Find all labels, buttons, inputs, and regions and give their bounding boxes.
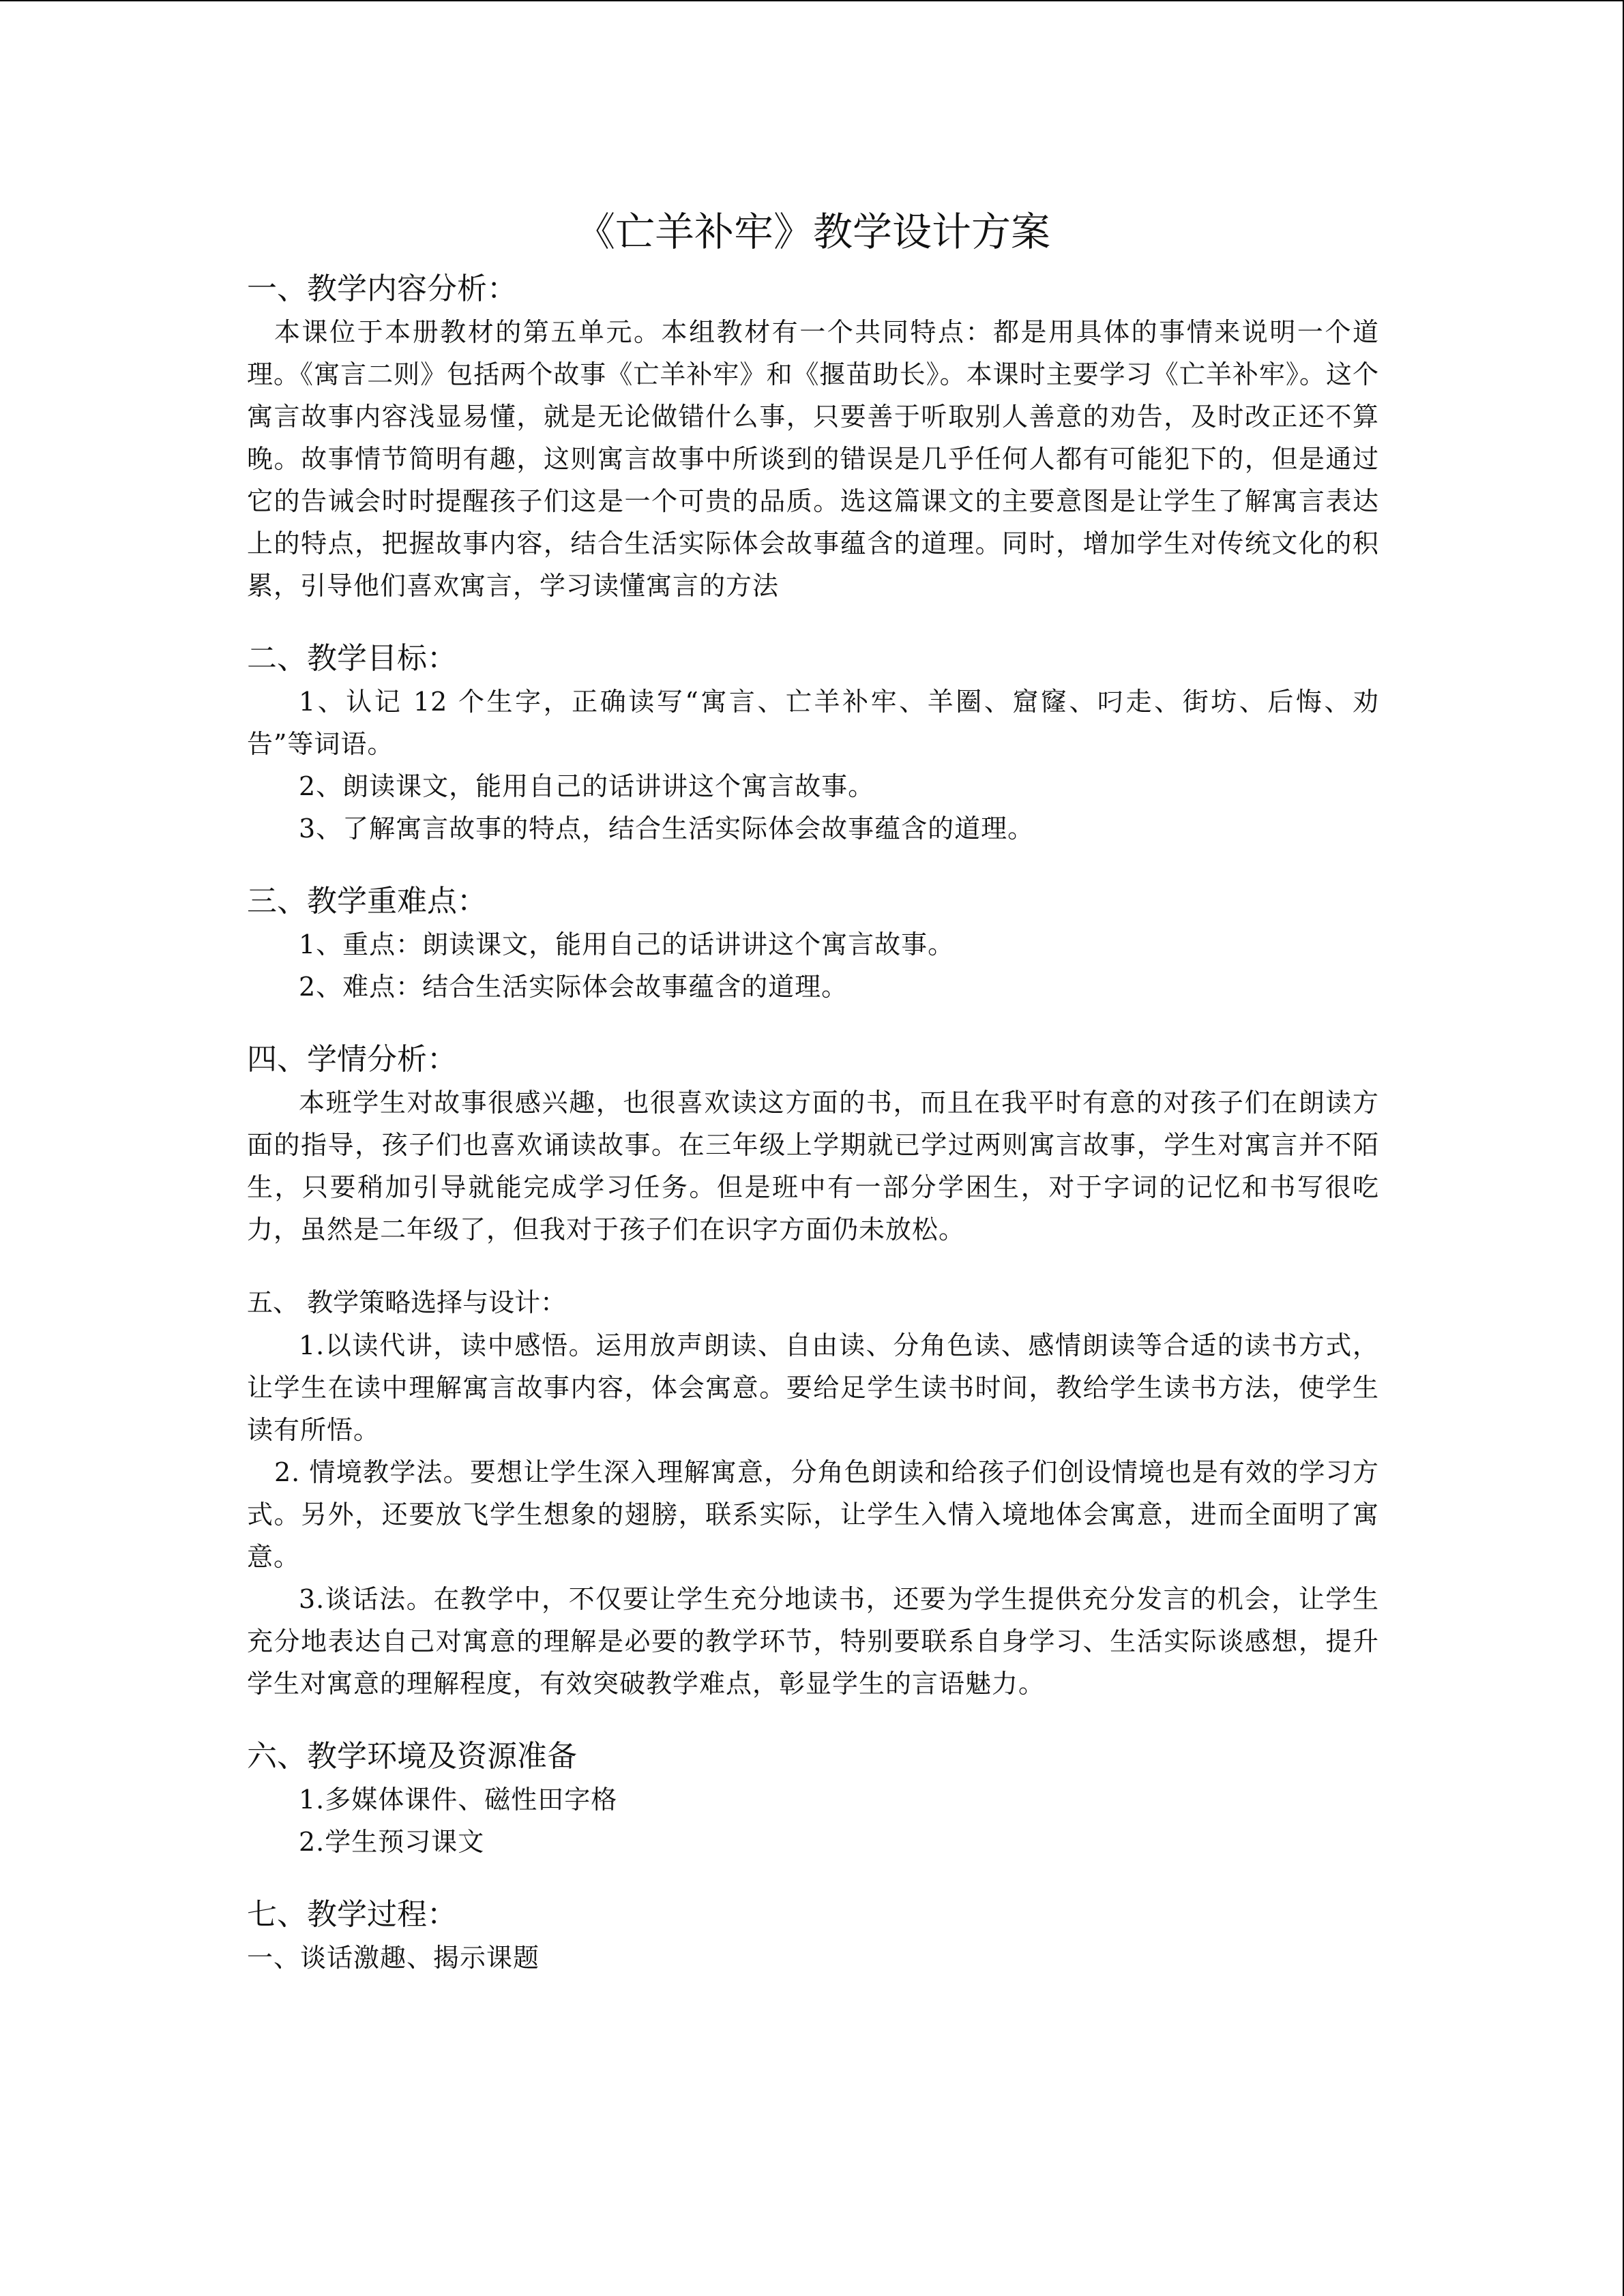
content-analysis-paragraph: 本课位于本册教材的第五单元。本组教材有一个共同特点：都是用具体的事情来说明一个道理。《寓言二则》包括两个故事《亡羊补牢》和《揠苗助长》。本课时主要学习《亡羊补牢》。这个寓言故事内容浅显易懂，就是无论做错什么事，只要善于听取别人善意的劝告，及时改正还不算晚。故事情节简明有趣，这则寓言故事中所谈到的错误是几乎任何人都有可能犯下的，但是通过它的告诫会时时提醒孩子们这是一个可贵的品质。选这篇课文的主要意图是让学生了解寓言表达上的特点，把握故事内容，结合生活实际体会故事蕴含的道理。同时，增加学生对传统文化的积累，引导他们喜欢寓言，学习读懂寓言的方法 (247, 317, 1379, 601)
section-heading-strategy: 五、 教学策略选择与设计： (247, 1287, 567, 1317)
section-heading-resources: 六、教学环境及资源准备 (247, 1739, 577, 1774)
key-point-item-1: 1、重点：朗读课文，能用自己的话讲讲这个寓言故事。 (299, 929, 955, 959)
key-point-item-2: 2、难点：结合生活实际体会故事蕴含的道理。 (299, 972, 848, 1002)
learner-analysis-paragraph: 本班学生对故事很感兴趣，也很喜欢读这方面的书，而且在我平时有意的对孩子们在朗读方面的指导，孩子们也喜欢诵读故事。在三年级上学期就已学过两则寓言故事，学生对寓言并不陌生，只要稍加引导就能完成学习任务。但是班中有一部分学困生，对于字词的记忆和书写很吃力，虽然是二年级了，但我对于孩子们在识字方面仍未放松。 (247, 1088, 1379, 1244)
document-title: 《亡羊补牢》教学设计方案 (575, 209, 1050, 255)
resource-item-1: 1.多媒体课件、磁性田字格 (299, 1785, 618, 1815)
section-heading-learner-analysis: 四、学情分析： (247, 1042, 457, 1077)
section-heading-process: 七、教学过程： (247, 1897, 457, 1932)
resource-item-2: 2.学生预习课文 (299, 1827, 485, 1857)
page-border-top (0, 0, 1624, 1)
section-heading-key-points: 三、教学重难点： (247, 884, 487, 919)
section-heading-objectives: 二、教学目标： (247, 641, 457, 676)
process-step-1: 一、谈话激趣、揭示课题 (247, 1943, 540, 1973)
objective-item-1: 1、认记 12 个生字，正确读写“寓言、亡羊补牢、羊圈、窟窿、叼走、街坊、后悔、劝告”等词语。 (247, 687, 1379, 759)
strategy-item-1: 1.以读代讲，读中感悟。运用放声朗读、自由读、分角色读、感情朗读等合适的读书方式，让学生在读中理解寓言故事内容，体会寓意。要给足学生读书时间，教给学生读书方法，使学生读有所悟。 (247, 1330, 1379, 1445)
strategy-item-2: 2. 情境教学法。要想让学生深入理解寓意，分角色朗读和给孩子们创设情境也是有效的学习方式。另外，还要放飞学生想象的翅膀，联系实际，让学生入情入境地体会寓意，进而全面明了寓意。 (247, 1457, 1379, 1572)
objective-item-2: 2、朗读课文，能用自己的话讲讲这个寓言故事。 (299, 771, 875, 801)
objective-item-3: 3、了解寓言故事的特点，结合生活实际体会故事蕴含的道理。 (299, 814, 1035, 844)
document-body (247, 205, 1379, 1979)
strategy-item-3: 3.谈话法。在教学中，不仅要让学生充分地读书，还要为学生提供充分发言的机会，让学生充分地表达自己对寓意的理解是必要的教学环节，特别要联系自身学习、生活实际谈感想，提升学生对寓意的理解程度，有效突破教学难点，彰显学生的言语魅力。 (247, 1584, 1379, 1699)
section-heading-content-analysis: 一、教学内容分析： (247, 271, 517, 306)
